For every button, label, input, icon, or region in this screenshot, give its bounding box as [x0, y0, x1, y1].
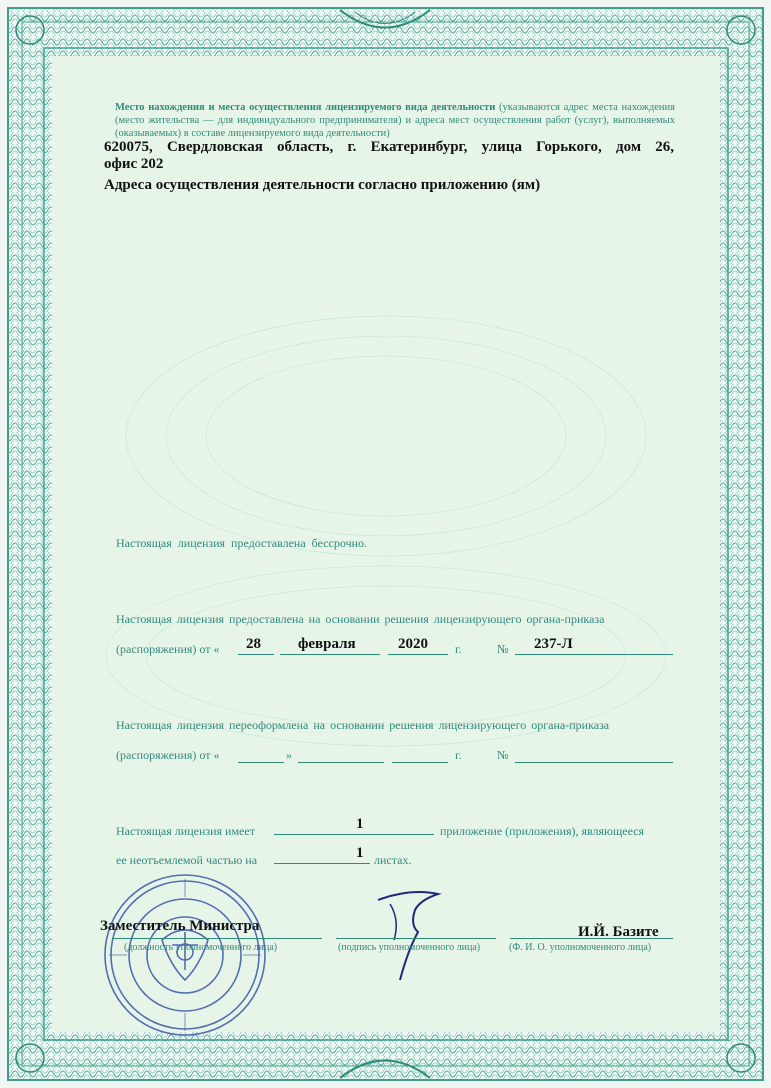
caption-signature: (подпись уполномоченного лица): [338, 942, 481, 953]
grant-month: февраля: [298, 636, 356, 652]
signature-mark: [360, 880, 450, 990]
reissue-year-underline: [392, 762, 448, 763]
signature-underline: [336, 938, 496, 939]
grant-day: 28: [246, 636, 261, 652]
official-seal: [100, 870, 270, 1040]
reissue-g: г.: [455, 748, 462, 762]
grant-day-underline: [238, 654, 274, 655]
address-line-2: офис 202: [104, 156, 164, 172]
appendix-line1-suffix: приложение (приложения), являющееся: [440, 824, 645, 838]
address-heading-note: (указываются адрес места нахождения (место жительства — для индивидуального предпринимателя) и адреса мест осуществления работ (услуг), выполняемых (оказываемых) в составе лицензируемого вида деятельности): [115, 102, 676, 139]
appendix-line2-prefix: ее неотъемлемой частью на: [116, 853, 258, 867]
reissue-line-1: Настоящая лицензия переоформлена на основании решения лицензирующего органа-приказа: [116, 718, 610, 732]
grant-line-1: Настоящая лицензия предоставлена на основании решения лицензирующего органа-приказа: [116, 612, 605, 626]
appendix-line2-suffix: листах.: [374, 853, 412, 867]
reissue-number-underline: [515, 762, 673, 763]
grant-prefix: (распоряжения) от «: [116, 642, 220, 656]
grant-year-underline: [388, 654, 448, 655]
appendix-count: 1: [356, 816, 364, 832]
signer-name: И.Й. Базите: [578, 924, 659, 940]
reissue-quote-close: »: [286, 748, 292, 762]
grant-num-label: №: [497, 642, 509, 656]
appendix-line1-prefix: Настоящая лицензия имеет: [116, 824, 255, 838]
address-heading: [115, 101, 675, 140]
address-line-1: 620075, Свердловская область, г. Екатеринбург, улица Горького, дом 26,: [104, 139, 674, 155]
reissue-month-underline: [298, 762, 384, 763]
appendix-sheets-underline: [274, 863, 370, 864]
position-underline: [112, 938, 322, 939]
term-text: Настоящая лицензия предоставлена бессрочно.: [116, 536, 368, 550]
grant-number-underline: [515, 654, 673, 655]
grant-year: 2020: [398, 636, 428, 652]
grant-month-underline: [280, 654, 380, 655]
reissue-prefix: (распоряжения) от «: [116, 748, 220, 762]
name-underline: [510, 938, 673, 939]
address-heading-title: Место нахождения и места осуществления лицензируемого вида деятельности: [115, 102, 496, 113]
grant-g: г.: [455, 642, 462, 656]
grant-number: 237-Л: [534, 636, 573, 652]
appendix-count-underline: [274, 834, 434, 835]
reissue-day-underline: [238, 762, 284, 763]
reissue-num-label: №: [497, 748, 509, 762]
caption-position: (должность уполномоченного лица): [124, 942, 278, 953]
appendix-sheets: 1: [356, 845, 364, 861]
caption-name: (Ф. И. О. уполномоченного лица): [509, 942, 652, 953]
address-line-3: Адреса осуществления деятельности согласно приложению (ям): [104, 177, 541, 193]
signer-position: Заместитель Министра: [100, 918, 260, 934]
